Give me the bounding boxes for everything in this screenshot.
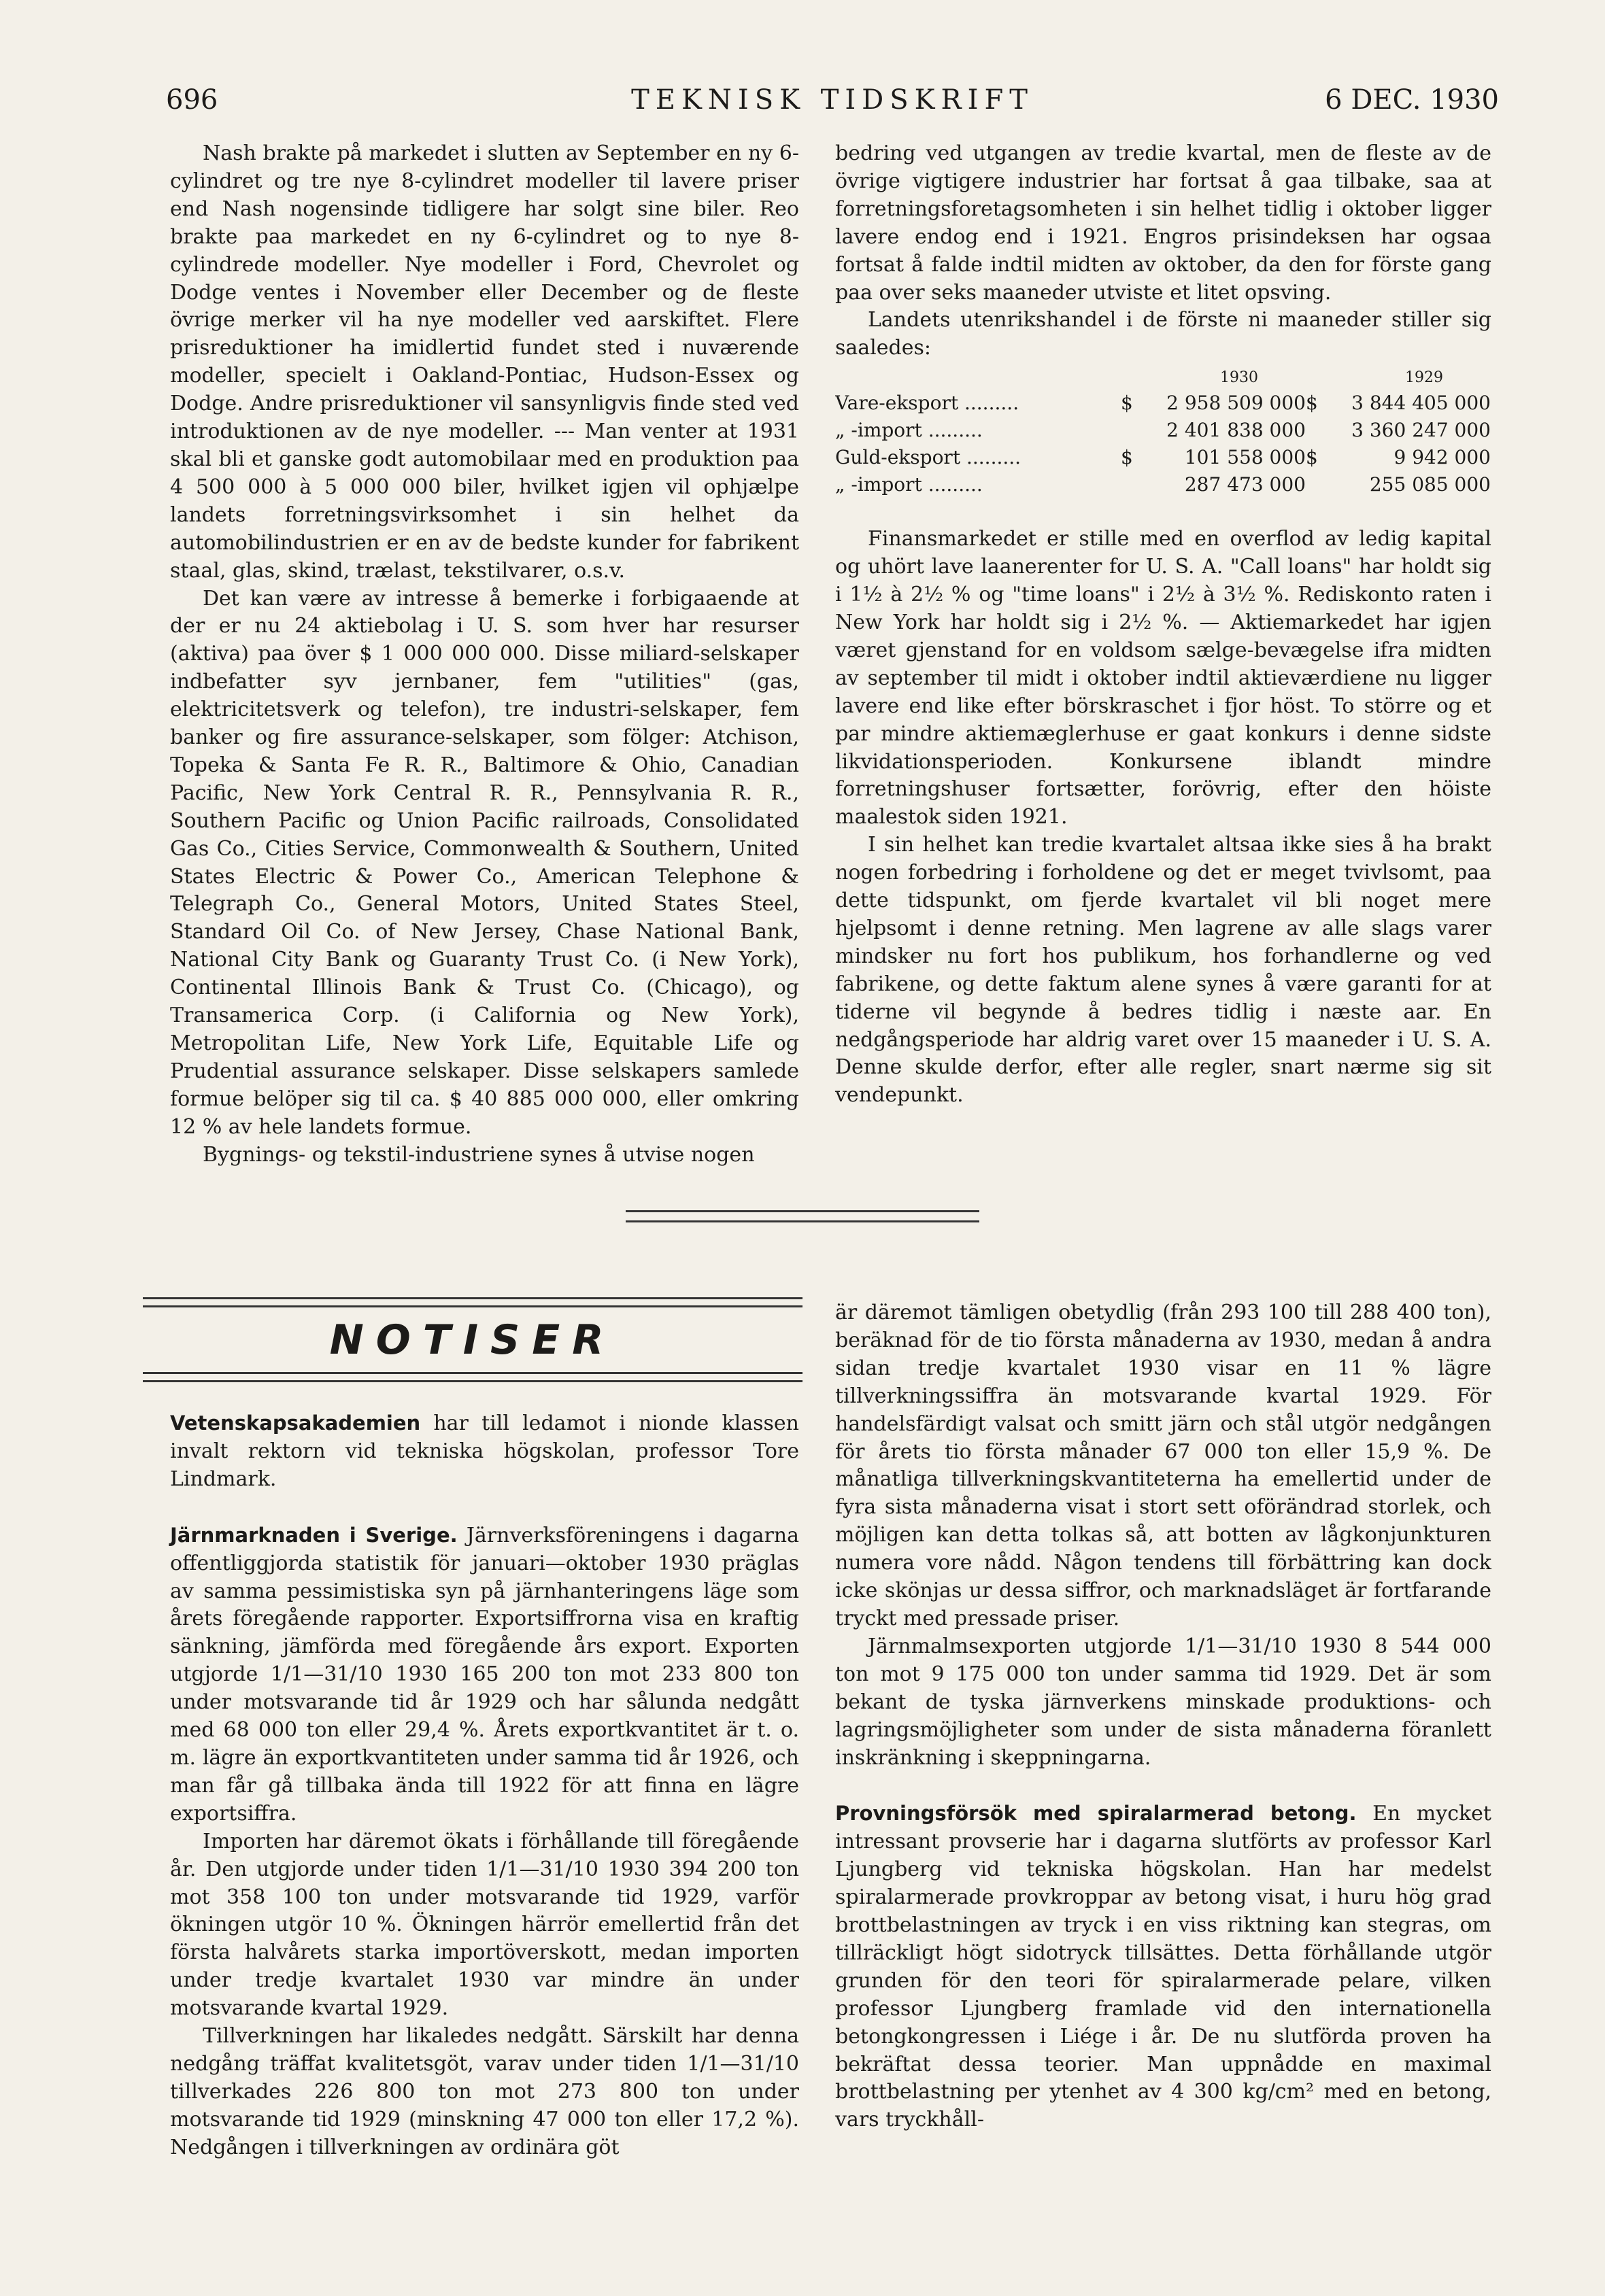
trade-table-header xyxy=(835,366,1491,390)
notiser-right-column xyxy=(835,1299,1491,2134)
trade-table xyxy=(835,366,1491,498)
article-paragraph: bedring ved utgangen av tredie kvartal, men de fleste av de övrige vigtigere industrier har fortsat å gaa tilbake, saa at forretningsforetagsomheten i sin helhet tidlig i oktober ligger lavere endog end i 1921. Engros prisindeksen har ogsaa fortsat å falde indtil midten av oktober, da den for förste gang paa over seks maaneder utviste et litet opsving. xyxy=(835,141,1491,305)
trade-row-label: Vare-eksport ......... xyxy=(835,392,1019,415)
trade-row-label: Guld-eksport ......... xyxy=(835,446,1021,469)
article-paragraph: Landets utenrikshandel i de förste ni maaneder stiller sig saaledes: xyxy=(835,308,1491,360)
notice-text: Järnverksföreningens i dagarna offentliggjorda statistik för januari—oktober 1930 präglas av samma pessimistiska syn på järnhanteringens läge som årets föregående rapporter. Exportsiffrorna visa en kraftig sänkning, jämförda med föregående års export. Exporten utgjorde 1/1—31/10 1930 165 200 ton mot 233 800 ton under motsvarande tid år 1929 och har sålunda nedgått med 68 000 ton eller 29,4 %. Årets exportkvantitet är t. o. m. lägre än exportkvantiteten under samma tid år 1926, och man får gå tillbaka ända till 1922 för att finna en lägre exportsiffra. xyxy=(170,1523,800,1826)
trade-year-1930: 1930 xyxy=(1220,369,1258,387)
trade-value: 101 558 000 xyxy=(1184,446,1306,469)
trade-row-label: „ -import ......... xyxy=(835,419,983,442)
section-title: NOTISER xyxy=(329,1316,616,1364)
table-row xyxy=(835,444,1491,471)
trade-value: 255 085 000 xyxy=(1369,473,1491,496)
trade-value: 3 844 405 000 xyxy=(1351,392,1491,415)
notice-headline: Provningsförsök med spiralarmerad betong. xyxy=(835,1802,1357,1826)
table-row xyxy=(835,417,1491,444)
notice-paragraph: Järnmalmsexporten utgjorde 1/1—31/10 1930 8 544 000 ton mot 9 175 000 ton under samma tid 1929. Det är som bekant de tyska järnverkens minskade produktions- och lagringsmöjligheter som under de sista månaderna föranlett inskränkning i skeppningarna. xyxy=(835,1634,1491,1770)
article-paragraph: I sin helhet kan tredie kvartalet altsaa ikke sies å ha brakt nogen forbedring i forholdene og det er meget tvivlsomt, paa dette tidspunkt, om fjerde kvartalet vil bli noget mere hjelpsomt i denne retning. Men lagrene av alle slags varer mindsker nu fort hos publikum, hos forhandlerne og ved fabrikene, og dette faktum alene synes å være garanti for at tiderne vil begynde å bedres tidlig i næste aar. En nedgångsperiode har aldrig varet over 15 maaneder i U. S. A. Denne skulde derfor, efter alle regler, snart nærme sig sit vendepunkt. xyxy=(835,833,1491,1108)
table-row xyxy=(835,471,1491,498)
currency-sign xyxy=(1306,417,1326,444)
notice-text: har till ledamot i nionde klassen invalt rektorn vid tekniska högskolan, professor Tore Lindmark. xyxy=(170,1411,799,1491)
notice-paragraph xyxy=(835,1800,1491,2134)
currency-sign: $ xyxy=(1121,392,1133,415)
trade-value: 9 942 000 xyxy=(1393,446,1491,469)
currency-sign xyxy=(1306,471,1326,498)
notiser-left-column xyxy=(170,1409,799,2162)
article-paragraph: Det kan være av intresse å bemerke i forbigaaende at der er nu 24 aktiebolag i U. S. som hver har resurser (aktiva) paa över $ 1 000 000 000. Disse miliard-selskaper indbefatter syv jernbaner, fem "utilities" (gas, elektricitetsverk og telefon), tre industri-selskaper, fem banker og fire assurance-selskaper, som fölger: Atchison, Topeka & Santa Fe R. R., Baltimore & Ohio, Canadian Pacific, New York Central R. R., Pennsylvania R. R., Southern Pacific og Union Pacific railroads, Consolidated Gas Co., Cities Service, Commonwealth & Southern, United States Electric & Power Co., American Telephone & Telegraph Co., General Motors, United States Steel, Standard Oil Co. of New Jersey, Chase National Bank, National City Bank og Guaranty Trust Co. (i New York), Continental Illinois Bank & Trust Co. (Chicago), og Transamerica Corp. (i California og New York), Metropolitan Life, New York Life, Equitable Life og Prudential assurance selskaper. Disse selskapers samlede formue belöper sig til ca. $ 40 885 000 000, eller omkring 12 % av hele landets formue. xyxy=(170,586,799,1139)
notice-text: En mycket intressant provserie har i dagarna slutförts av professor Karl Ljungberg vid tekniska högskolan. Han har medelst spiralarmerade provkroppar av betong visat, i huru hög grad brottbelastningen av tryck i en viss riktning kan stegras, om tillräckligt högt sidotryck tillsättes. Detta förhållande utgör grunden för den teori för spiralarmerade pelare, vilken professor Ljungberg framlade vid den internationella betongkongressen i Liége i år. De nu slutförda proven ha bekräftat dessa teorier. Man uppnådde en maximal brottbelastning per ytenhet av 4 300 kg/cm² med en betong, vars tryckhåll- xyxy=(835,1802,1491,2132)
notiser-heading-block xyxy=(143,1297,802,1379)
trade-value: 2 958 509 000 xyxy=(1166,392,1306,415)
notice-paragraph xyxy=(170,1522,799,1828)
page-number: 696 xyxy=(166,84,218,116)
trade-year-1929: 1929 xyxy=(1405,369,1443,387)
article-left-column xyxy=(170,140,799,1169)
notice-paragraph xyxy=(170,1409,799,1494)
article-paragraph: Bygnings- og tekstil-industriene synes å utvise nogen xyxy=(203,1142,755,1167)
issue-date: 6 DEC. 1930 xyxy=(1325,84,1499,116)
currency-sign xyxy=(1121,417,1141,444)
trade-value: 3 360 247 000 xyxy=(1351,419,1491,442)
article-right-column xyxy=(835,140,1491,1110)
heading-rule xyxy=(143,1372,802,1382)
table-row xyxy=(835,390,1491,417)
notice-headline: Järnmarknaden i Sverige. xyxy=(170,1523,458,1547)
notice-headline: Vetenskapsakademien xyxy=(170,1411,421,1435)
notice-paragraph: Tillverkningen har likaledes nedgått. Särskilt har denna nedgång träffat kvalitetsgöt, varav under tiden 1/1—31/10 tillverkades 226 800 ton mot 273 800 ton under motsvarande tid 1929 (minskning 47 000 ton eller 17,2 %). Nedgången i tillverkningen av ordinära göt xyxy=(170,2024,799,2159)
journal-title: TEKNISK TIDSKRIFT xyxy=(631,84,1034,116)
page-header xyxy=(166,76,1499,124)
section-divider xyxy=(626,1210,979,1222)
trade-value: 287 473 000 xyxy=(1184,473,1306,496)
notice-paragraph: är däremot tämligen obetydlig (från 293 100 till 288 400 ton), beräknad för de tio första månaderna av 1930, medan å andra sidan tredje kvartalet 1930 visar en 11 % lägre tillverkningssiffra än motsvarande kvartal 1929. För handelsfärdigt valsat och smitt järn och stål utgör nedgången för årets tio första månader 67 000 ton eller 15,9 %. De månatliga tillverkningskvantiteterna ha emellertid under de fyra sista månaderna visat i stort sett oförändrad storlek, och möjligen kan detta tolkas så, att botten av lågkonjunkturen numera vore nådd. Någon tendens till förbättring kan dock icke skönjas ur dessa siffror, och marknadsläget är fortfarande tryckt med pressade priser. xyxy=(835,1301,1491,1630)
currency-sign: $ xyxy=(1306,392,1318,415)
notice-paragraph: Importen har däremot ökats i förhållande till föregående år. Den utgjorde under tiden 1/1—31/10 1930 394 200 ton mot 358 100 ton under motsvarande tid 1929, varför ökningen utgör 10 %. Ökningen härrör emellertid från det första halvårets starka importöverskott, medan importen under tredje kvartalet 1930 var mindre än under motsvarande kvartal 1929. xyxy=(170,1829,799,2021)
currency-sign: $ xyxy=(1306,446,1318,469)
trade-row-label: „ -import ......... xyxy=(835,473,983,496)
trade-value: 2 401 838 000 xyxy=(1166,419,1306,442)
currency-sign: $ xyxy=(1121,446,1133,469)
heading-rule xyxy=(143,1297,802,1307)
currency-sign xyxy=(1121,471,1141,498)
article-paragraph: Finansmarkedet er stille med en overflod av ledig kapital og uhört lave laanerenter for U. S. A. "Call loans" har holdt sig i 1½ à 2½ % og "time loans" i 2½ à 3½ %. Rediskonto raten i New York har holdt sig i 2½ %. — Aktiemarkedet har igjen været gjenstand for en voldsom sælge-bevægelse ifra midten av september til midt i oktober indtil aktieværdiene nu ligger lavere end like efter börskraschet i fjor höst. To större og et par mindre aktiemæglerhuse er gaat konkurs i denne sidste likvidationsperioden. Konkursene iblandt mindre forretningshuser fortsætter, forövrig, efter den höiste maalestok siden 1921. xyxy=(835,527,1491,829)
article-paragraph: Nash brakte på markedet i slutten av September en ny 6-cylindret og tre nye 8-cylindret modeller til lavere priser end Nash nogensinde tidligere har solgt sine biler. Reo brakte paa markedet en ny 6-cylindret og to nye 8-cylindrede modeller. Nye modeller i Ford, Chevrolet og Dodge ventes i November eller December og de fleste övrige merker vil ha nye modeller ved aarskiftet. Flere prisreduktioner ha imidlertid fundet sted i nuværende modeller, specielt i Oakland-Pontiac, Hudson-Essex og Dodge. Andre prisreduktioner vil sansynligvis finde sted ved introduktionen av de nye modeller. --- Man venter at 1931 skal bli et ganske godt automobilaar med en produktion paa 4 500 000 à 5 000 000 biler, hvilket igjen vil ophjælpe landets forretningsvirksomhet i sin helhet da automobilindustrien er en av de bedste kunder for fabrikent staal, glas, skind, trælast, tekstilvarer, o.s.v. xyxy=(170,141,799,583)
